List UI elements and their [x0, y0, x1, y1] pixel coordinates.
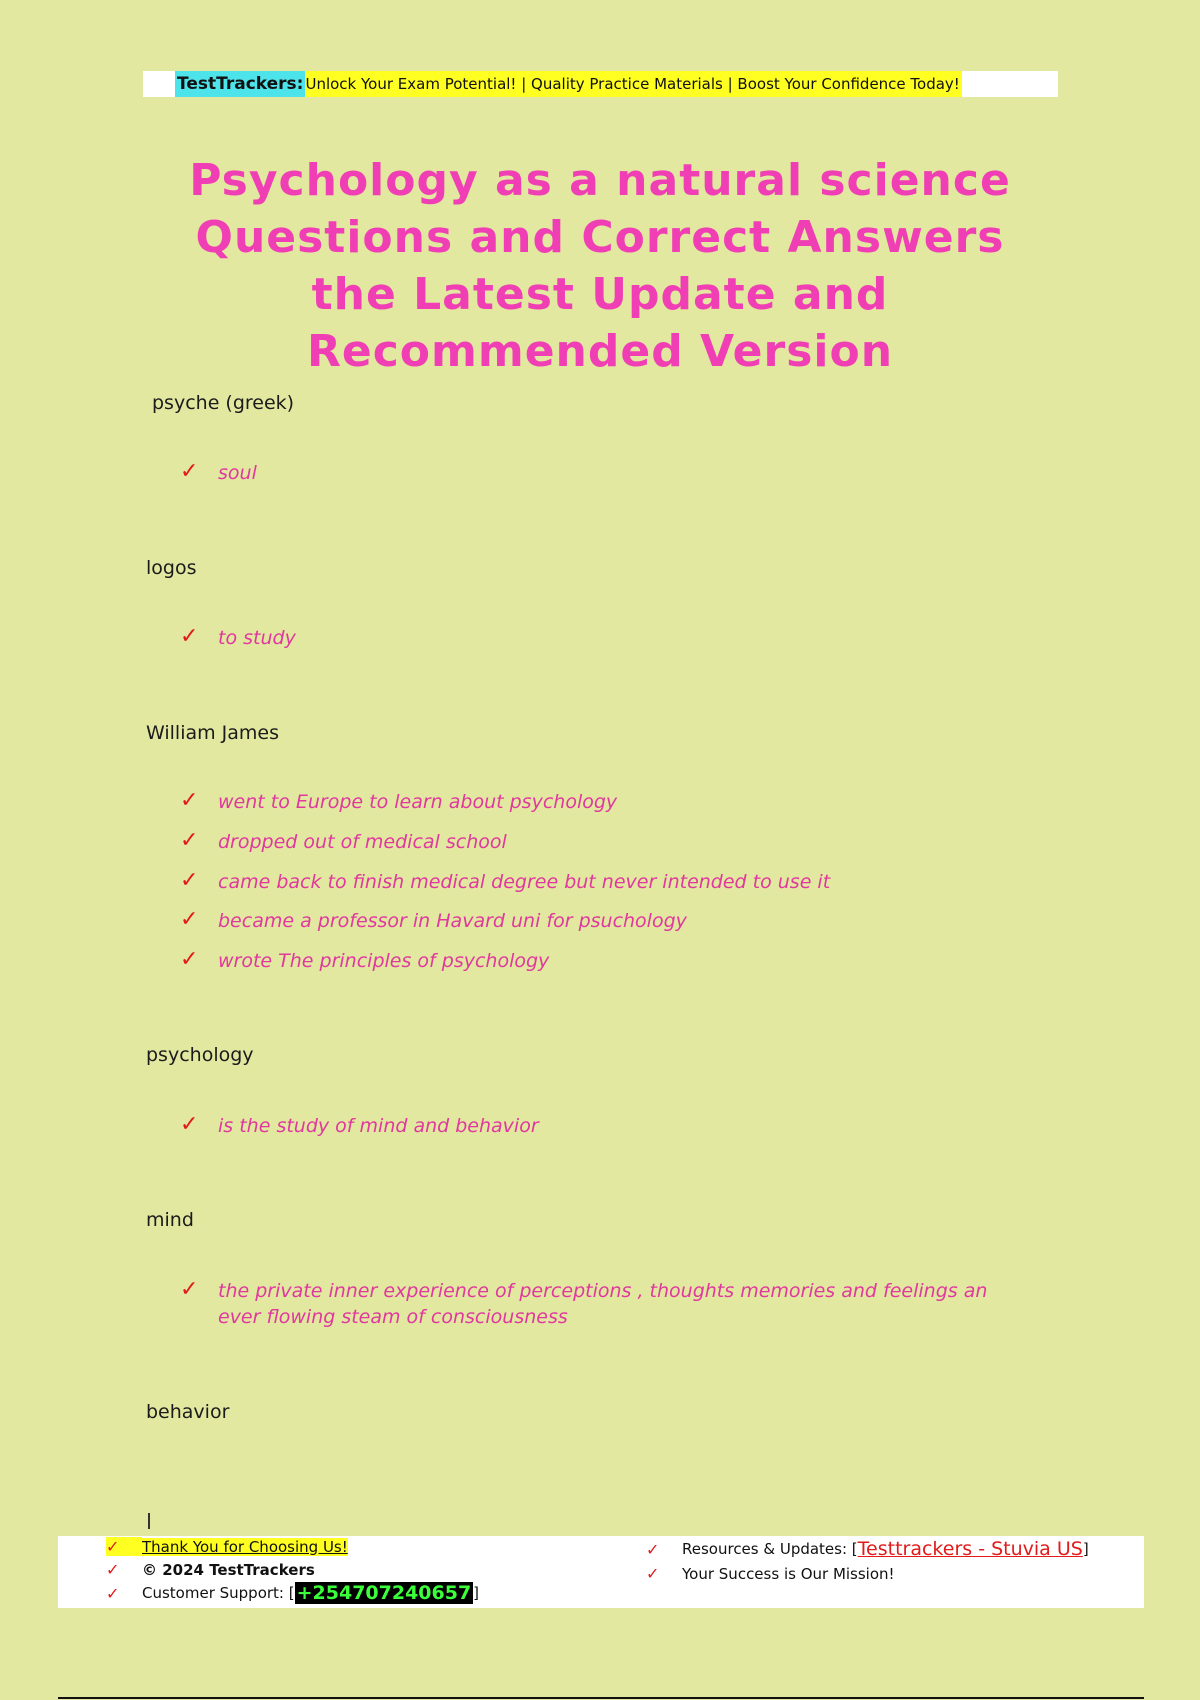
- answer-item: ✓ became a professor in Havard uni for psuchology: [180, 907, 687, 932]
- answer-item: ✓ wrote The principles of psychology: [180, 947, 550, 972]
- check-icon: ✓: [646, 1564, 660, 1583]
- answer-item: ✓ dropped out of medical school: [180, 828, 507, 853]
- footer-copyright: ✓ © 2024 TestTrackers: [106, 1560, 315, 1579]
- check-icon: ✓: [180, 868, 199, 893]
- answer-item: ✓ the private inner experience of perceptions , thoughts memories and feelings an ever flowing steam of consciousness: [180, 1277, 988, 1328]
- check-icon: ✓: [106, 1537, 142, 1556]
- term-psychology: psychology: [146, 1044, 254, 1066]
- check-icon: ✓: [180, 947, 199, 972]
- footer-support: ✓ Customer Support: [ +254707240657 ]: [106, 1582, 480, 1604]
- term-behavior: behavior: [146, 1401, 230, 1423]
- check-icon: ✓: [180, 907, 199, 932]
- bottom-divider: [58, 1697, 1144, 1699]
- check-icon: ✓: [180, 459, 199, 484]
- resources-link[interactable]: Testtrackers - Stuvia US: [857, 1538, 1083, 1560]
- term-william-james: William James: [146, 722, 280, 744]
- check-icon: ✓: [106, 1560, 120, 1579]
- check-icon: ✓: [106, 1583, 120, 1603]
- check-icon: ✓: [646, 1539, 660, 1559]
- term-psyche: psyche (greek): [152, 392, 295, 414]
- brand-name: TestTrackers:: [175, 71, 305, 97]
- check-icon: ✓: [180, 828, 199, 853]
- check-icon: ✓: [180, 1112, 199, 1137]
- check-icon: ✓: [180, 788, 199, 813]
- document-title: Psychology as a natural science Questions and Correct Answers the Latest Update and Recommended Version: [189, 155, 1011, 377]
- answer-item: ✓ to study: [180, 624, 296, 649]
- term-logos: logos: [146, 557, 197, 579]
- answer-item: ✓ soul: [180, 459, 257, 484]
- check-icon: ✓: [180, 624, 199, 649]
- answer-item: ✓ is the study of mind and behavior: [180, 1112, 539, 1137]
- footer-thanks: ✓ Thank You for Choosing Us!: [106, 1537, 348, 1556]
- footer: [58, 1536, 1144, 1608]
- answer-item: ✓ came back to finish medical degree but never intended to use it: [180, 868, 831, 893]
- answer-item: ✓ went to Europe to learn about psychology: [180, 788, 618, 813]
- banner-tagline: Unlock Your Exam Potential! | Quality Practice Materials | Boost Your Confidence Today!: [305, 71, 961, 97]
- footer-resources: ✓ Resources & Updates: [ Testtrackers - Stuvia US ]: [646, 1538, 1089, 1560]
- text-cursor: [148, 1513, 150, 1529]
- footer-mission: ✓ Your Success is Our Mission!: [646, 1564, 895, 1583]
- check-icon: ✓: [180, 1277, 199, 1302]
- support-phone[interactable]: +254707240657: [296, 1582, 472, 1604]
- header-banner: [143, 71, 1058, 97]
- term-mind: mind: [146, 1209, 194, 1231]
